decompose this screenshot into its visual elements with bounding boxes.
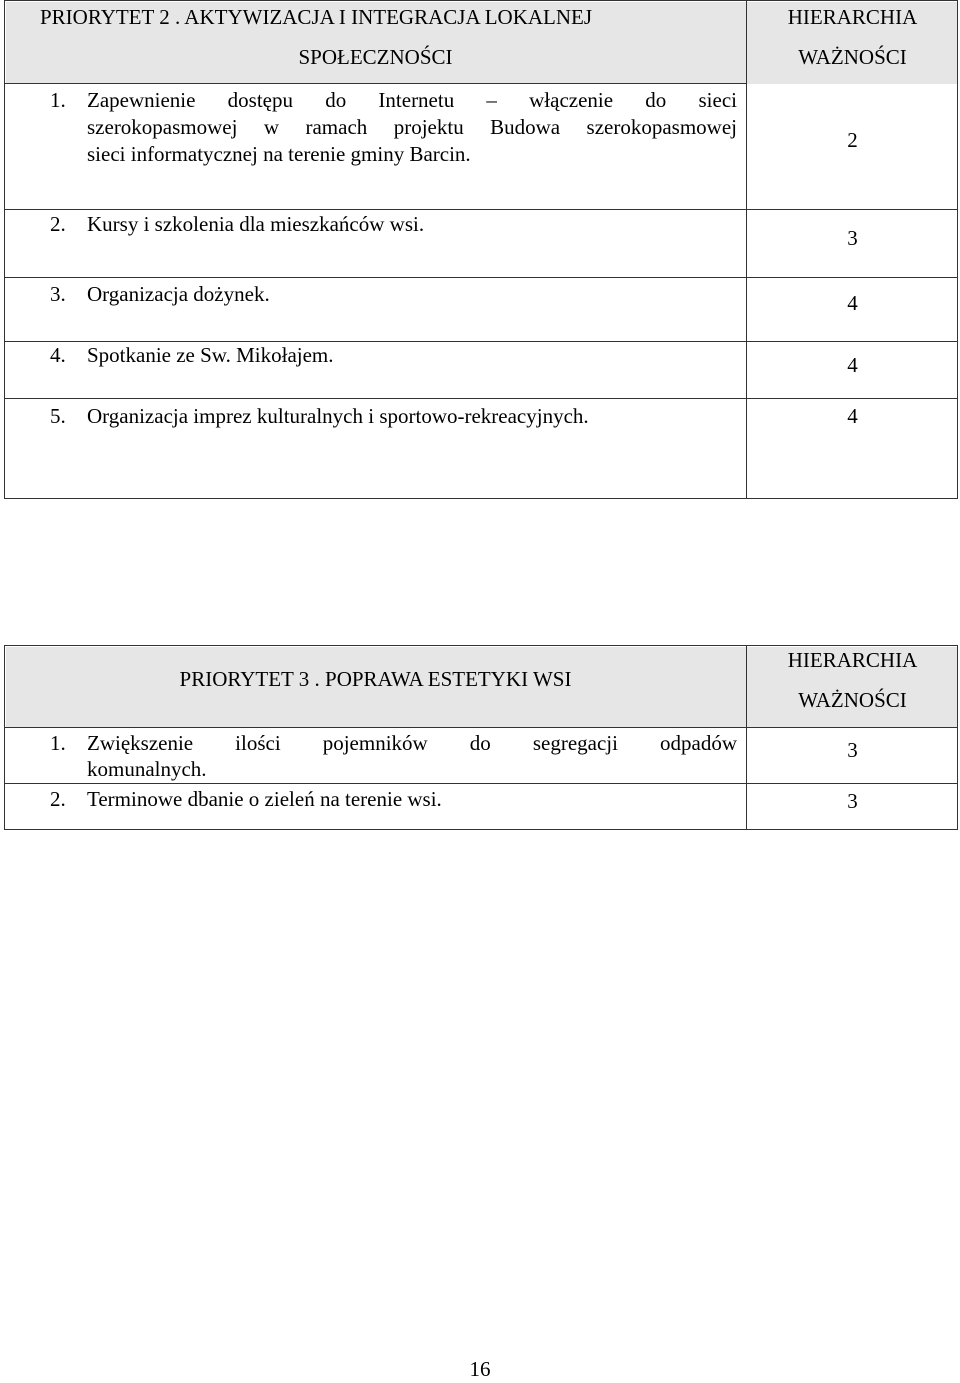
row-divider (4, 398, 958, 399)
row-rank: 4 (847, 404, 858, 428)
row-divider (4, 277, 958, 278)
row-number: 5. (50, 404, 66, 428)
header-divider (4, 727, 958, 728)
row-text: Organizacja imprez kulturalnych i sportowo-rekreacyjnych. (87, 404, 589, 428)
rank-header-line2: WAŻNOŚCI (798, 688, 907, 712)
row-rank: 4 (847, 353, 858, 377)
row-divider (4, 783, 958, 784)
priority-2-title-line1: PRIORYTET 2 . AKTYWIZACJA I INTEGRACJA LOKALNEJ (40, 5, 593, 29)
rank-header-line2: WAŻNOŚCI (798, 45, 907, 69)
row-rank: 2 (847, 128, 858, 152)
row-number: 1. (50, 731, 66, 755)
row-number: 1. (50, 88, 66, 112)
row-text-line: Zapewnienie dostępu do Internetu – włączenie do sieci (87, 88, 737, 112)
rank-header-line1: HIERARCHIA (787, 5, 918, 29)
row-rank: 3 (847, 738, 858, 762)
row-rank: 4 (847, 291, 858, 315)
row-text-line: sieci informatycznej na terenie gminy Barcin. (87, 142, 471, 166)
row-text-line: Zwiększenie ilości pojemników do segregacji odpadów (87, 731, 737, 755)
row-number: 2. (50, 212, 66, 236)
row-number: 3. (50, 282, 66, 306)
row-text-line: szerokopasmowej w ramach projektu Budowa szerokopasmowej (87, 115, 737, 139)
row-number: 2. (50, 787, 66, 811)
priority-2-title-line2: SPOŁECZNOŚCI (298, 45, 453, 69)
row-text: Spotkanie ze Sw. Mikołajem. (87, 343, 334, 367)
row-divider (4, 209, 958, 210)
priority-3-title: PRIORYTET 3 . POPRAWA ESTETYKI WSI (179, 667, 572, 691)
row-text: Organizacja dożynek. (87, 282, 270, 306)
row-text: Terminowe dbanie o zieleń na terenie wsi. (87, 787, 442, 811)
page-number: 16 (469, 1357, 491, 1381)
row-text-line: komunalnych. (87, 757, 207, 781)
row-rank: 3 (847, 789, 858, 813)
rank-header-line1: HIERARCHIA (787, 648, 918, 672)
header-divider (4, 83, 747, 84)
row-text: Kursy i szkolenia dla mieszkańców wsi. (87, 212, 425, 236)
row-rank: 3 (847, 226, 858, 250)
row-number: 4. (50, 343, 66, 367)
